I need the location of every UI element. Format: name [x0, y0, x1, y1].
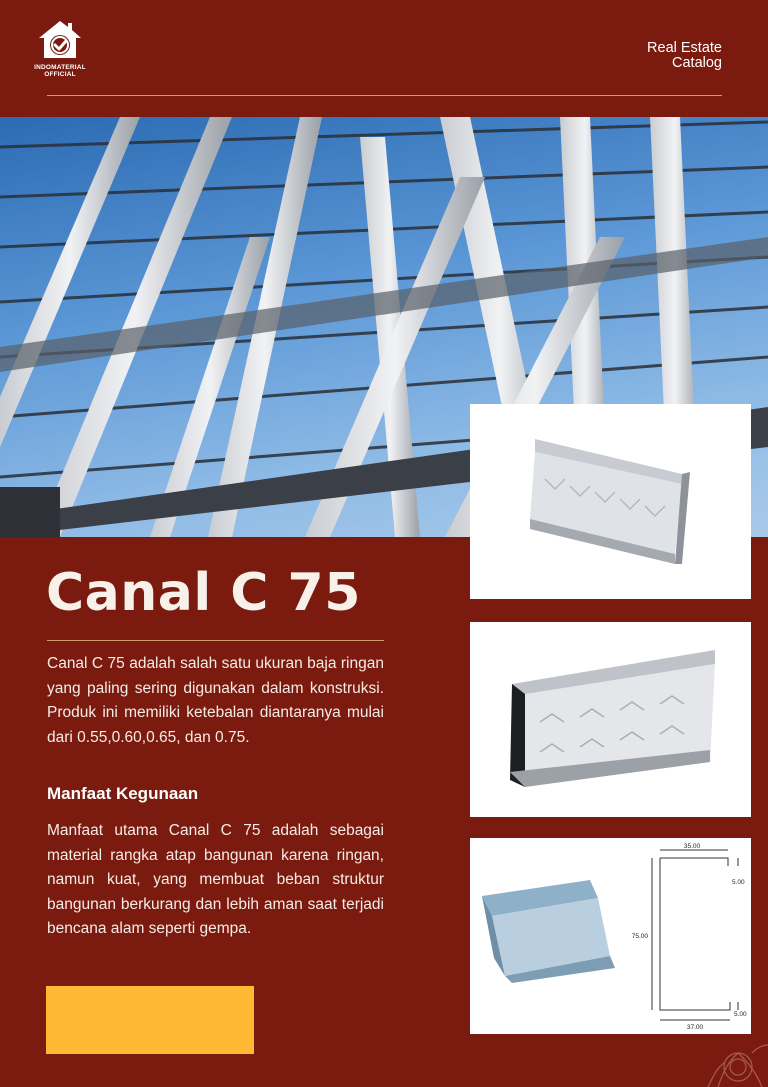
brand-logo: [28, 18, 92, 80]
dim-bottom-width: 37.00: [686, 1024, 704, 1031]
floral-ornament-icon: [678, 1017, 768, 1087]
product-description: Canal C 75 adalah salah satu ukuran baja ringan yang paling sering digunakan dalam konstruksi. Produk ini memiliki ketebalan diantaranya mulai dari 0.55,0.60,0.65, dan 0.75.: [47, 655, 384, 746]
house-check-icon: [35, 18, 85, 62]
benefit-text: Manfaat utama Canal C 75 adalah sebagai material rangka atap bangunan karena ringan, namun kuat, yang membuat beban struktur bangunan berkurang dan lebih aman saat terjadi bencana alam seperti gempa.: [47, 822, 384, 937]
product-photo-2: [470, 622, 751, 817]
header-divider: [47, 95, 722, 96]
cta-button[interactable]: [46, 986, 254, 1054]
product-dimension-diagram: [470, 838, 751, 1034]
catalog-label: Real Estate Catalog: [647, 40, 722, 71]
dim-top-width: 35.00: [683, 843, 701, 850]
dim-height: 75.00: [631, 933, 648, 940]
dim-lip-bottom: 5.00: [734, 1011, 747, 1018]
profile-photo-3: [482, 880, 615, 983]
title-divider: [47, 640, 384, 641]
dim-lip: 5.00: [732, 879, 745, 886]
logo-text: INDOMATERIAL OFFICIAL: [34, 64, 86, 78]
product-title: Canal C 75: [46, 563, 361, 623]
product-photo-1: [470, 404, 751, 599]
benefit-heading: Manfaat Kegunaan: [47, 784, 199, 803]
